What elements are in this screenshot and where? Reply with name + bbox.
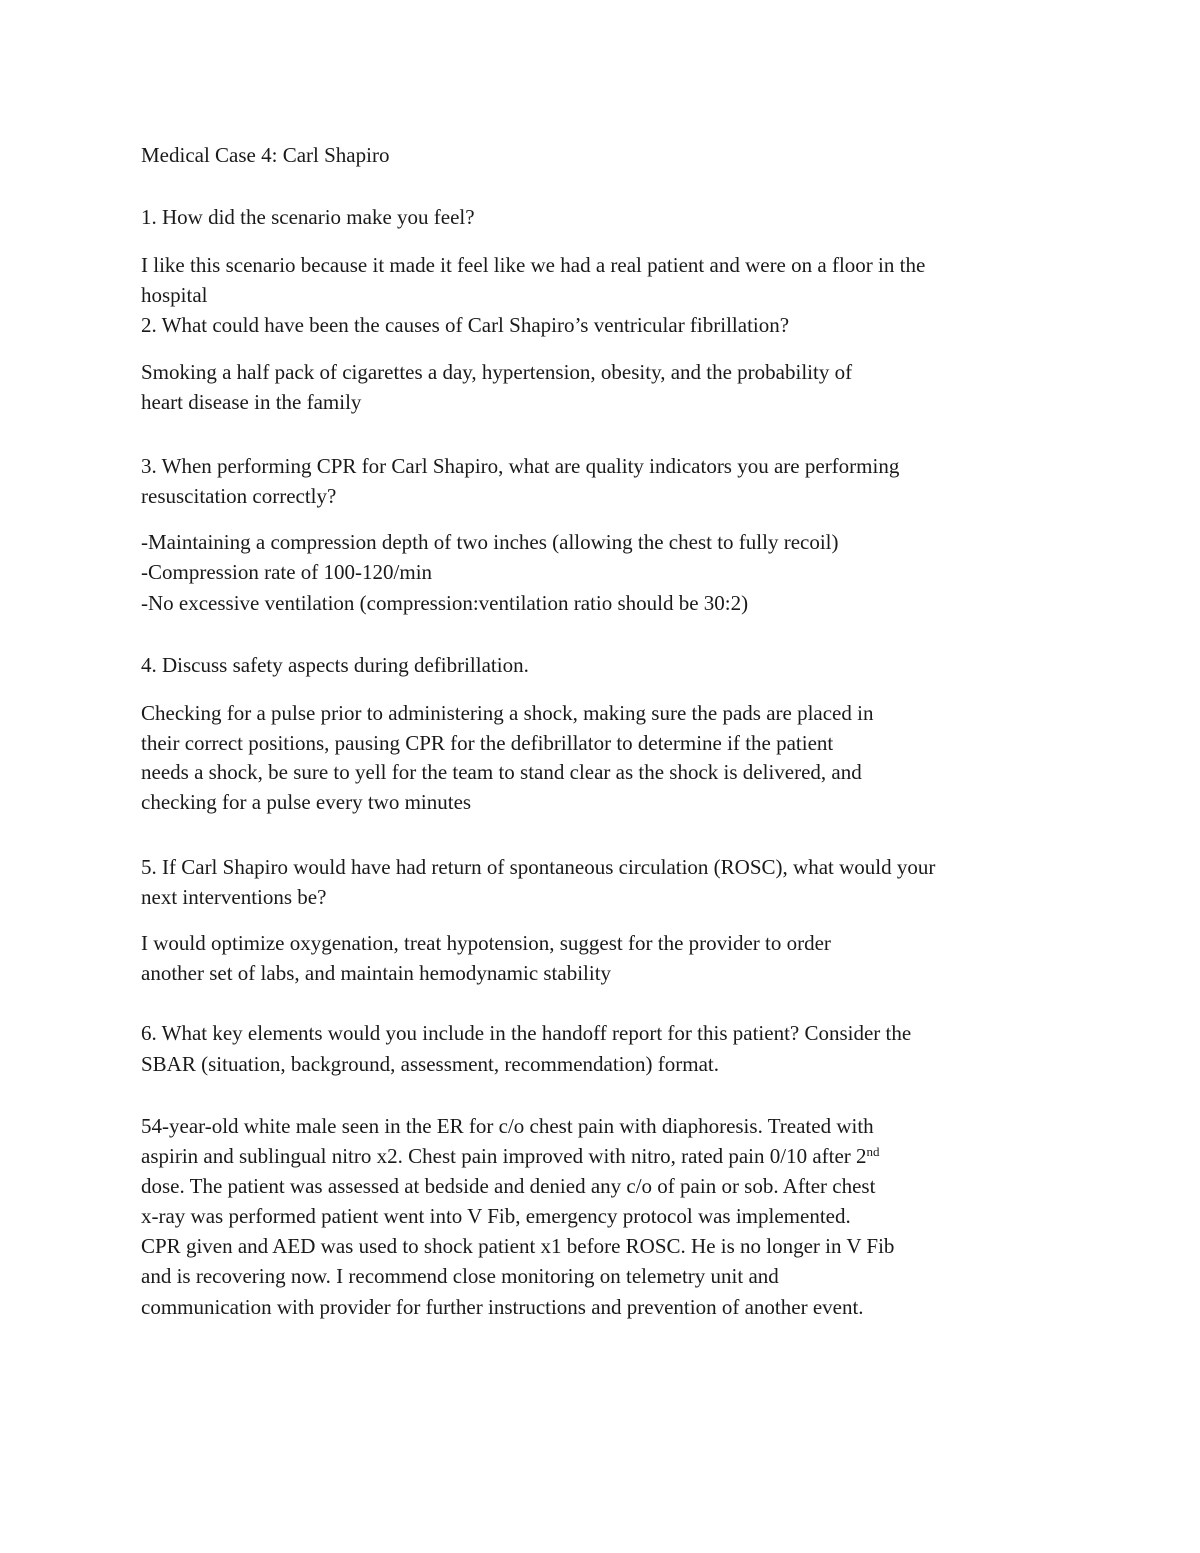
question-3-line-1: 3. When performing CPR for Carl Shapiro, what are quality indicators you are performing: [141, 454, 900, 478]
answer-6-line-6: and is recovering now. I recommend close monitoring on telemetry unit and: [141, 1264, 779, 1288]
question-6-line-2: SBAR (situation, background, assessment, recommendation) format.: [141, 1052, 719, 1076]
answer-4-line-4: checking for a pulse every two minutes: [141, 790, 472, 814]
answer-5-line-1: I would optimize oxygenation, treat hypotension, suggest for the provider to order: [141, 931, 831, 955]
answer-4-line-3: needs a shock, be sure to yell for the team to stand clear as the shock is delivered, and: [141, 760, 862, 784]
answer-1-line-1: I like this scenario because it made it feel like we had a real patient and were on a floor in the: [141, 253, 926, 277]
ordinal-suffix: nd: [866, 1144, 880, 1159]
answer-2-line-2: heart disease in the family: [141, 390, 362, 414]
answer-2-line-1: Smoking a half pack of cigarettes a day, hypertension, obesity, and the probability of: [141, 360, 853, 384]
answer-3-line-2: -Compression rate of 100-120/min: [141, 560, 433, 584]
answer-6-line-3: dose. The patient was assessed at bedside and denied any c/o of pain or sob. After chest: [141, 1174, 876, 1198]
answer-6-line-5: CPR given and AED was used to shock patient x1 before ROSC. He is no longer in V Fib: [141, 1234, 895, 1258]
answer-6-line-7: communication with provider for further instructions and prevention of another event.: [141, 1295, 864, 1319]
answer-6-line-1: 54-year-old white male seen in the ER for c/o chest pain with diaphoresis. Treated with: [141, 1114, 874, 1138]
document-title: Medical Case 4: Carl Shapiro: [141, 143, 390, 167]
answer-6-line-2: [141, 1141, 880, 1171]
answer-1-line-2: hospital: [141, 283, 208, 307]
answer-6-line-2-text: aspirin and sublingual nitro x2. Chest pain improved with nitro, rated pain 0/10 after 2: [141, 1144, 867, 1168]
question-1: 1. How did the scenario make you feel?: [141, 205, 475, 229]
question-3-line-2: resuscitation correctly?: [141, 484, 337, 508]
answer-5-line-2: another set of labs, and maintain hemodynamic stability: [141, 961, 612, 985]
question-2: 2. What could have been the causes of Carl Shapiro’s ventricular fibrillation?: [141, 313, 790, 337]
question-6-line-1: 6. What key elements would you include in the handoff report for this patient? Consider the: [141, 1021, 912, 1045]
answer-4-line-1: Checking for a pulse prior to administering a shock, making sure the pads are placed in: [141, 701, 874, 725]
answer-4-line-2: their correct positions, pausing CPR for the defibrillator to determine if the patient: [141, 731, 834, 755]
question-5-line-1: 5. If Carl Shapiro would have had return of spontaneous circulation (ROSC), what would your: [141, 855, 936, 879]
question-5-line-2: next interventions be?: [141, 885, 327, 909]
answer-3-line-3: -No excessive ventilation (compression:ventilation ratio should be 30:2): [141, 591, 749, 615]
question-4: 4. Discuss safety aspects during defibrillation.: [141, 653, 529, 677]
answer-3-line-1: -Maintaining a compression depth of two inches (allowing the chest to fully recoil): [141, 530, 839, 554]
answer-6-line-4: x-ray was performed patient went into V Fib, emergency protocol was implemented.: [141, 1204, 851, 1228]
